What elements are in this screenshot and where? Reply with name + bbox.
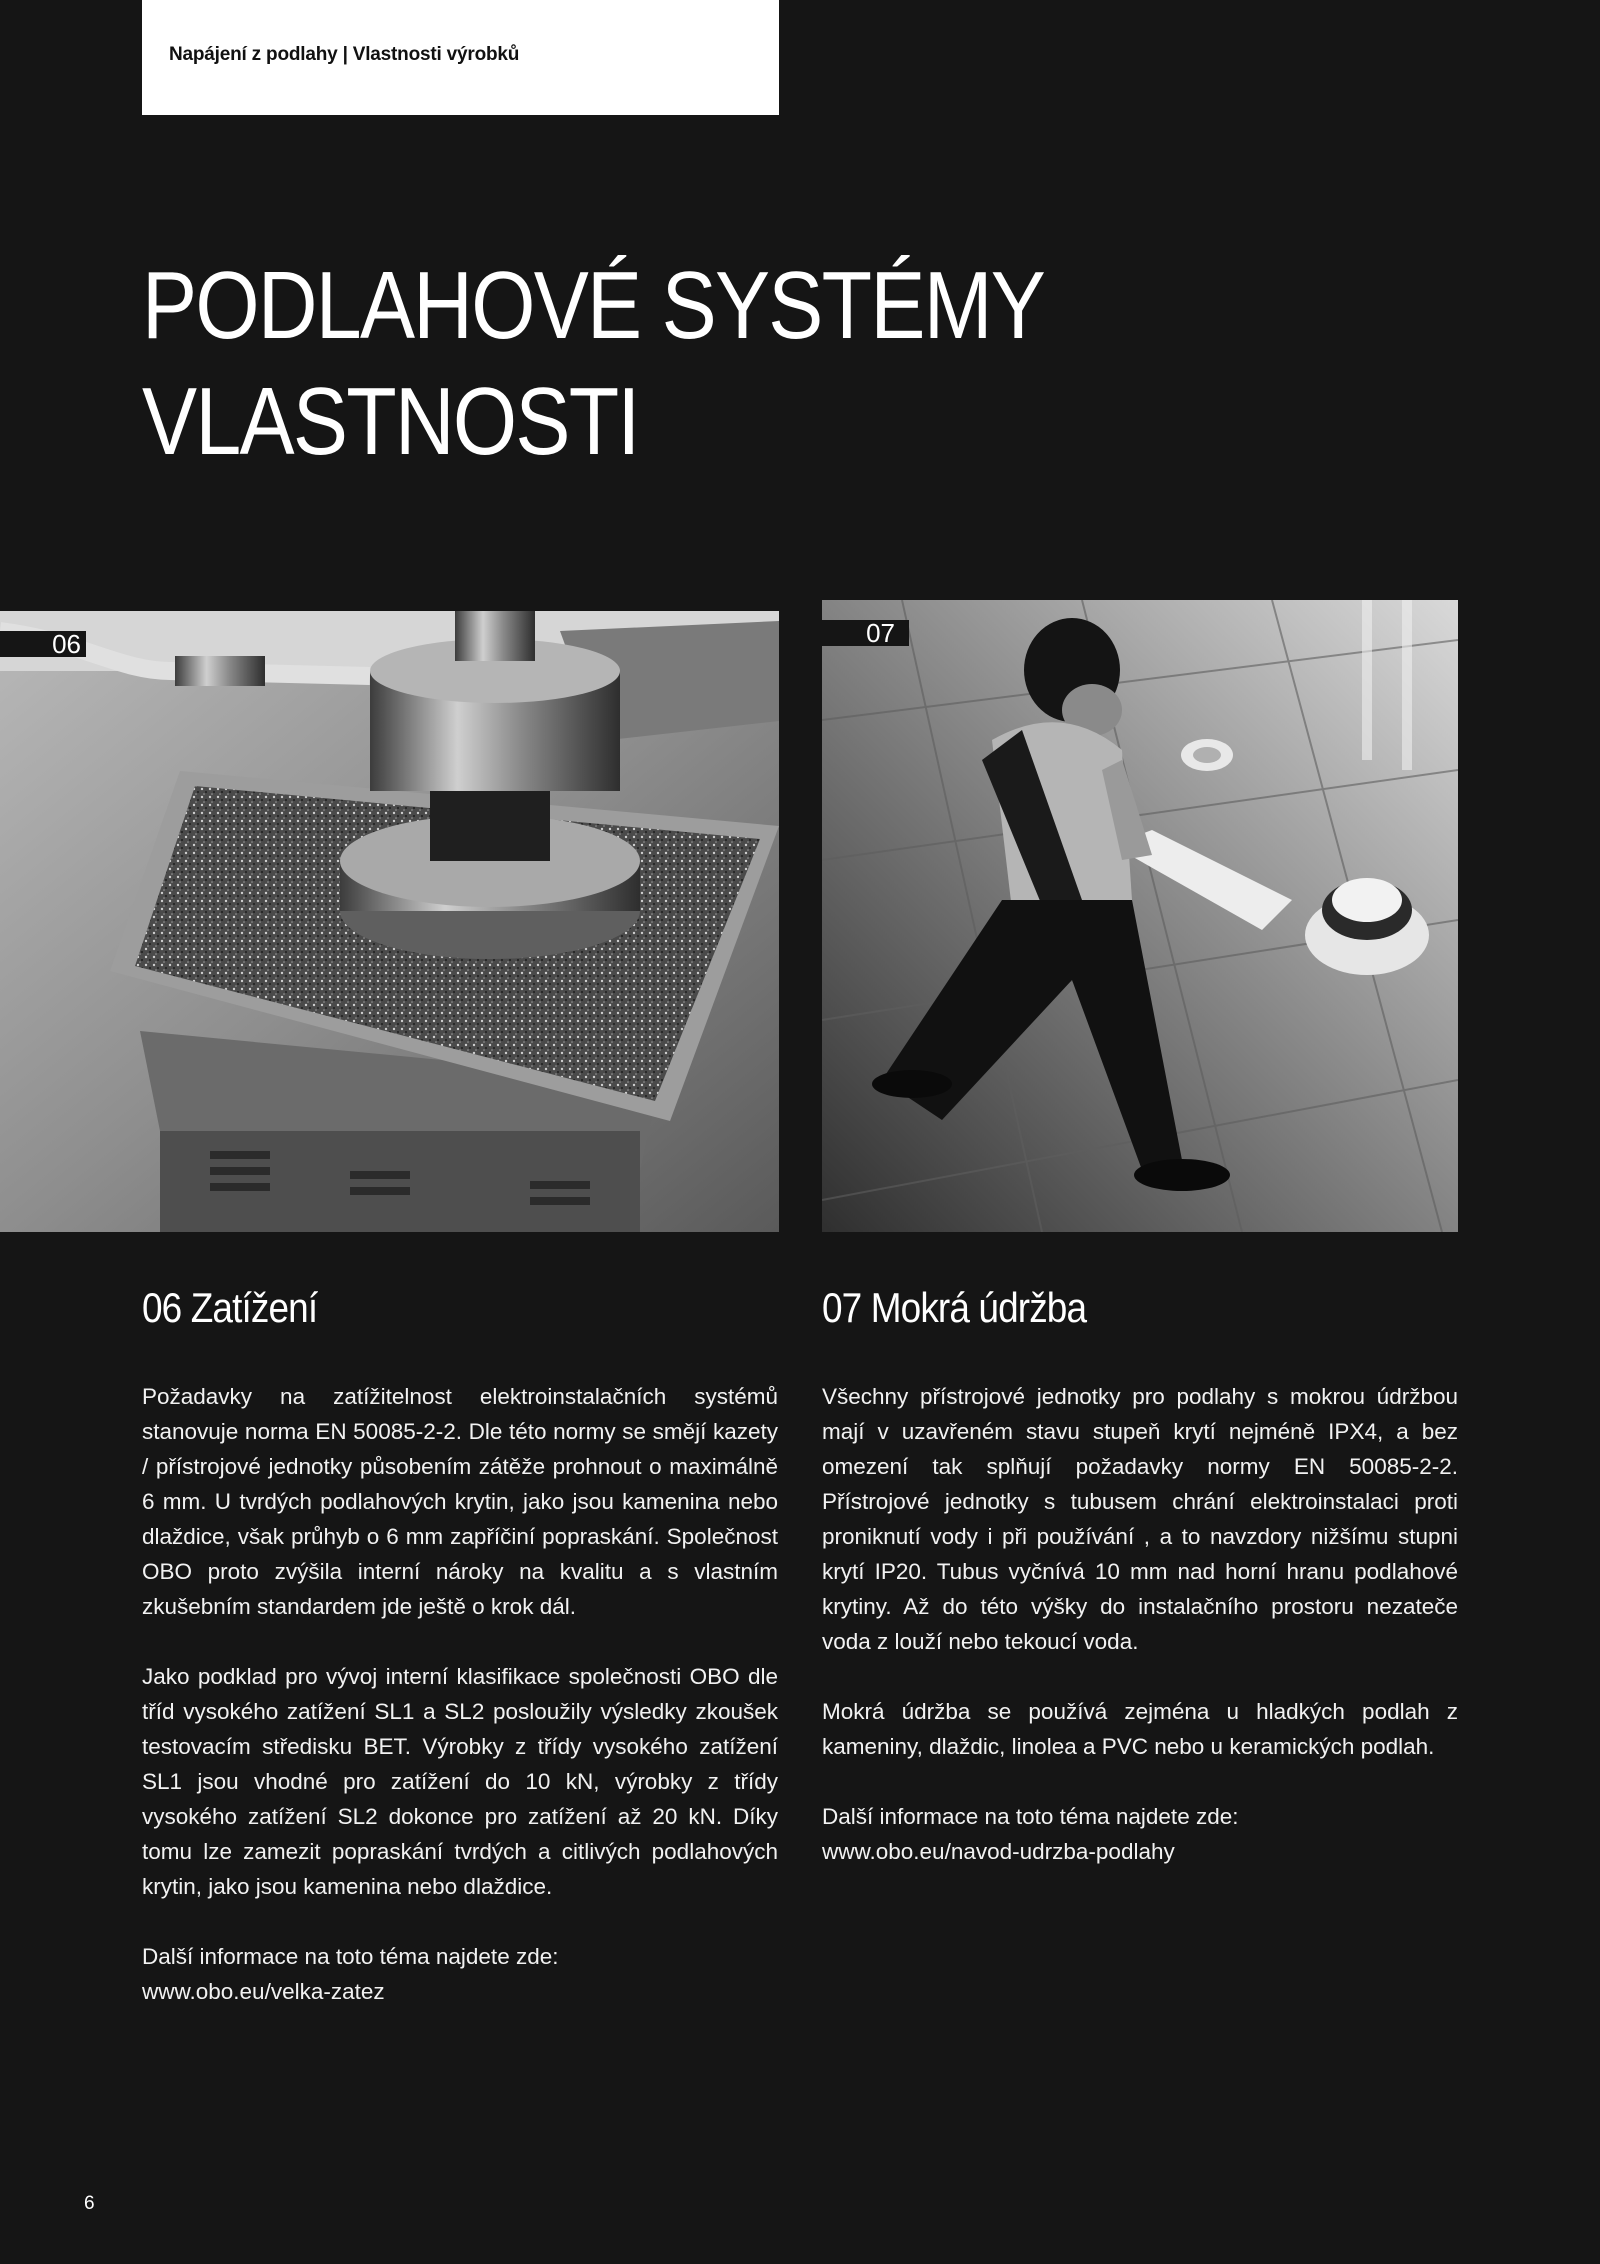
page-number: 6 [84,2193,95,2214]
section-heading-load: 06 Zatížení [142,1284,318,1331]
section-wet-paragraph-1: Všechny přístrojové jednotky pro podlahy s mokrou údržbou mají v uzavřeném stavu stupeň krytí nejméně IPX4, a bez omezení tak splňují požadavky normy EN 50085-2-2. Přístrojové jednotky s tubusem chrání elektroinstalaci proti proniknutí vody i při používání , a to navzdory nižšímu stupni krytí IP20. Tubus vyčnívá 10 mm nad horní hranu podlahové krytiny. Až do této výšky do instalačního prostoru nezateče voda z louží nebo tekoucí voda. [822,1384,1458,1654]
photo-load-test [0,611,779,1232]
section-wet-paragraph-2: Mokrá údržba se používá zejména u hladkých podlah z kameniny, dlaždic, linolea a PVC nebo u keramických podlah. [822,1699,1458,1759]
load-test-illustration [0,611,779,1232]
section-load-paragraph-1: Požadavky na zatížitelnost elektroinstalačních systémů stanovuje norma EN 50085-2-2. Dle této normy se smějí kazety / přístrojové jednotky působením zátěže prohnout o maximálně 6 mm. U tvrdých podlahových krytin, jako jsou kamenina nebo dlaždice, však průhyb o 6 mm zapříčiní popraskání. Společnost OBO proto zvýšila interní nároky na kvalitu a s vlastním zkušebním standardem jde ještě o krok dál. [142,1384,778,1619]
page-title [142,248,1088,480]
section-wet-maintenance [822,1283,1458,1904]
section-heading-wet: 07 Mokrá údržba [822,1284,1087,1331]
page-title-line-2: VLASTNOSTI [142,368,639,475]
figure-number-06: 06 [0,631,86,657]
wet-cleaning-illustration [822,600,1458,1232]
figure-number-07: 07 [822,620,909,646]
section-wet-more-info [822,1799,1458,1869]
breadcrumb: Napájení z podlahy | Vlastnosti výrobků [169,44,520,65]
more-info-label: Další informace na toto téma najdete zde: [822,1804,1239,1829]
photo-wet-cleaning [822,600,1458,1232]
section-load-paragraph-2: Jako podklad pro vývoj interní klasifikace společnosti OBO dle tříd vysokého zatížení SL1 a SL2 posloužily výsledky zkoušek testovacím středisku BET. Výrobky z třídy vysokého zatížení SL1 jsou vhodné pro zatížení do 10 kN, výrobky z třídy vysokého zatížení SL2 dokonce pro zatížení až 20 kN. Díky tomu lze zamezit popraskání tvrdých a citlivých podlahových krytin, jako jsou kamenina nebo dlaždice. [142,1664,778,1899]
section-load [142,1283,778,2044]
header-breadcrumb-tab [142,0,779,115]
more-info-link[interactable]: www.obo.eu/navod-udrzba-podlahy [822,1839,1175,1864]
section-load-more-info [142,1939,778,2009]
more-info-label: Další informace na toto téma najdete zde: [142,1944,559,1969]
more-info-link[interactable]: www.obo.eu/velka-zatez [142,1979,385,2004]
page-title-line-1: PODLAHOVÉ SYSTÉMY [142,252,1045,359]
